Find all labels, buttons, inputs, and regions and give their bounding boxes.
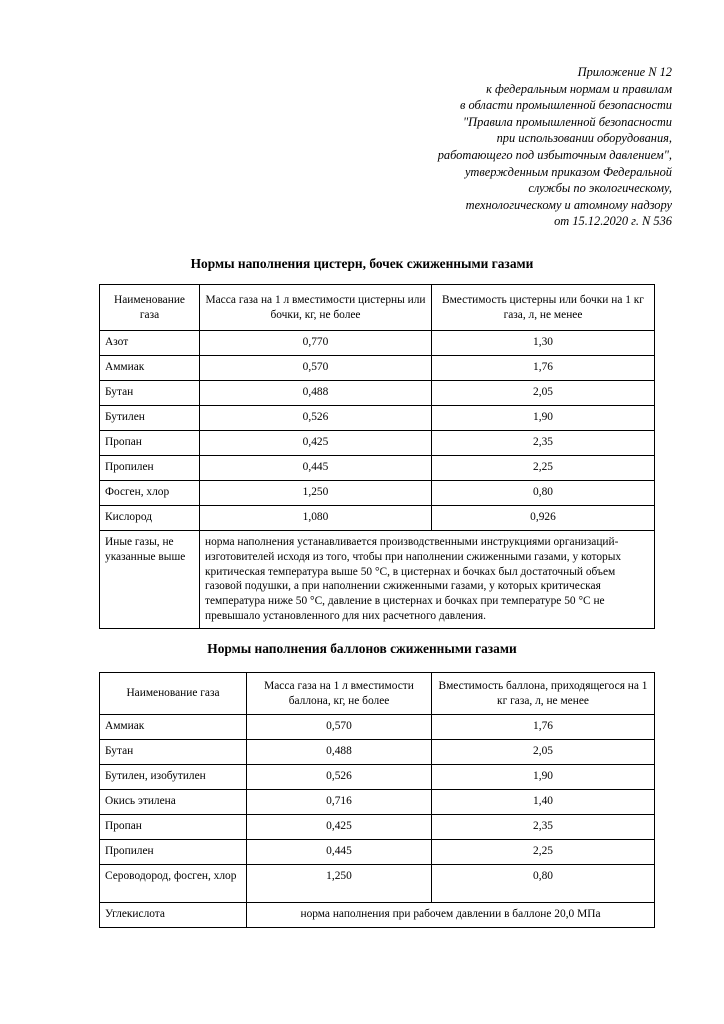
- gas-capacity: 1,40: [432, 790, 655, 815]
- gas-mass: 0,425: [200, 431, 432, 456]
- gas-capacity: 2,05: [432, 740, 655, 765]
- table-row: [100, 481, 655, 506]
- table-header-row: [100, 285, 655, 331]
- table-row: [100, 506, 655, 531]
- header-line: при использовании оборудования,: [496, 131, 672, 146]
- gas-mass: 0,570: [200, 356, 432, 381]
- gas-name: Пропилен: [100, 456, 200, 481]
- table-row-carbon-dioxide: [100, 903, 655, 928]
- gas-capacity: 0,80: [432, 865, 655, 903]
- table-row: [100, 740, 655, 765]
- header-line: к федеральным нормам и правилам: [486, 81, 672, 96]
- gas-capacity: 0,80: [432, 481, 655, 506]
- column-header: Масса газа на 1 л вместимости цистерны или бочки, кг, не более: [200, 285, 432, 331]
- gas-name: Иные газы, не указанные выше: [100, 531, 200, 629]
- table-row: [100, 790, 655, 815]
- gas-capacity: 1,30: [432, 331, 655, 356]
- header-line: утвержденным приказом Федеральной: [464, 164, 672, 179]
- gas-name: Кислород: [100, 506, 200, 531]
- gas-mass: 0,570: [247, 715, 432, 740]
- column-header: Наименование газа: [100, 285, 200, 331]
- gas-mass: 0,488: [200, 381, 432, 406]
- cylinders-table-title: Нормы наполнения баллонов сжиженными газами: [207, 641, 517, 656]
- gas-name: Сероводород, фосген, хлор: [100, 865, 247, 903]
- gas-capacity: 2,25: [432, 456, 655, 481]
- cylinders-filling-table: [99, 672, 655, 928]
- column-header: Вместимость цистерны или бочки на 1 кг газа, л, не менее: [432, 285, 655, 331]
- table-header-row: [100, 673, 655, 715]
- gas-mass: 0,716: [247, 790, 432, 815]
- table-row: [100, 431, 655, 456]
- gas-mass: 1,250: [200, 481, 432, 506]
- gas-capacity: 1,76: [432, 715, 655, 740]
- table-row: [100, 765, 655, 790]
- table-row: [100, 356, 655, 381]
- table-row: [100, 456, 655, 481]
- gas-mass: 0,770: [200, 331, 432, 356]
- table-row: [100, 406, 655, 431]
- tanks-table-title: Нормы наполнения цистерн, бочек сжиженными газами: [190, 256, 534, 271]
- table-row: [100, 865, 655, 903]
- gas-name: Пропилен: [100, 840, 247, 865]
- tanks-filling-table: [99, 284, 655, 629]
- appendix-header: [332, 64, 672, 230]
- gas-capacity: 1,90: [432, 406, 655, 431]
- gas-capacity: 2,35: [432, 815, 655, 840]
- table-row: [100, 715, 655, 740]
- header-line: от 15.12.2020 г. N 536: [554, 214, 672, 229]
- header-line: в области промышленной безопасности: [460, 98, 672, 113]
- gas-name: Пропан: [100, 815, 247, 840]
- filling-norm-note: норма наполнения при рабочем давлении в баллоне 20,0 МПа: [247, 903, 655, 928]
- header-line: службы по экологическому,: [528, 181, 672, 196]
- gas-capacity: 2,35: [432, 431, 655, 456]
- header-line: Приложение N 12: [577, 65, 672, 79]
- gas-mass: 1,080: [200, 506, 432, 531]
- table-row: [100, 331, 655, 356]
- gas-mass: 0,445: [200, 456, 432, 481]
- gas-name: Азот: [100, 331, 200, 356]
- column-header: Вместимость баллона, приходящегося на 1 кг газа, л, не менее: [432, 673, 655, 715]
- gas-mass: 0,445: [247, 840, 432, 865]
- gas-name: Аммиак: [100, 715, 247, 740]
- table-row-other-gases: [100, 531, 655, 629]
- gas-mass: 0,425: [247, 815, 432, 840]
- gas-mass: 1,250: [247, 865, 432, 903]
- table-row: [100, 815, 655, 840]
- gas-name: Бутилен, изобутилен: [100, 765, 247, 790]
- gas-name: Фосген, хлор: [100, 481, 200, 506]
- gas-capacity: 1,90: [432, 765, 655, 790]
- column-header: Наименование газа: [100, 673, 247, 715]
- gas-mass: 0,526: [200, 406, 432, 431]
- gas-name: Бутилен: [100, 406, 200, 431]
- gas-mass: 0,526: [247, 765, 432, 790]
- gas-name: Бутан: [100, 381, 200, 406]
- table-row: [100, 840, 655, 865]
- gas-capacity: 0,926: [432, 506, 655, 531]
- header-line: работающего под избыточным давлением",: [437, 147, 672, 162]
- filling-norm-note: норма наполнения устанавливается производственными инструкциями организаций-изготовителей исходя из того, чтобы при наполнении сжиженными газами, у которых критическая температура выше 50 °С, в цистернах и бочках был достаточный объем газовой подушки, а при наполнении сжиженными газами, у которых критическая температура ниже 50 °С, давление в цистернах и бочках при температуре 50 °С не превышало установленного для них расчетного давления.: [200, 531, 655, 629]
- gas-name: Бутан: [100, 740, 247, 765]
- gas-name: Углекислота: [100, 903, 247, 928]
- gas-name: Окись этилена: [100, 790, 247, 815]
- gas-capacity: 2,25: [432, 840, 655, 865]
- gas-mass: 0,488: [247, 740, 432, 765]
- table-row: [100, 381, 655, 406]
- gas-capacity: 2,05: [432, 381, 655, 406]
- gas-name: Аммиак: [100, 356, 200, 381]
- gas-name: Пропан: [100, 431, 200, 456]
- column-header: Масса газа на 1 л вместимости баллона, кг, не более: [247, 673, 432, 715]
- gas-capacity: 1,76: [432, 356, 655, 381]
- header-line: "Правила промышленной безопасности: [462, 114, 672, 129]
- header-line: технологическому и атомному надзору: [465, 197, 672, 212]
